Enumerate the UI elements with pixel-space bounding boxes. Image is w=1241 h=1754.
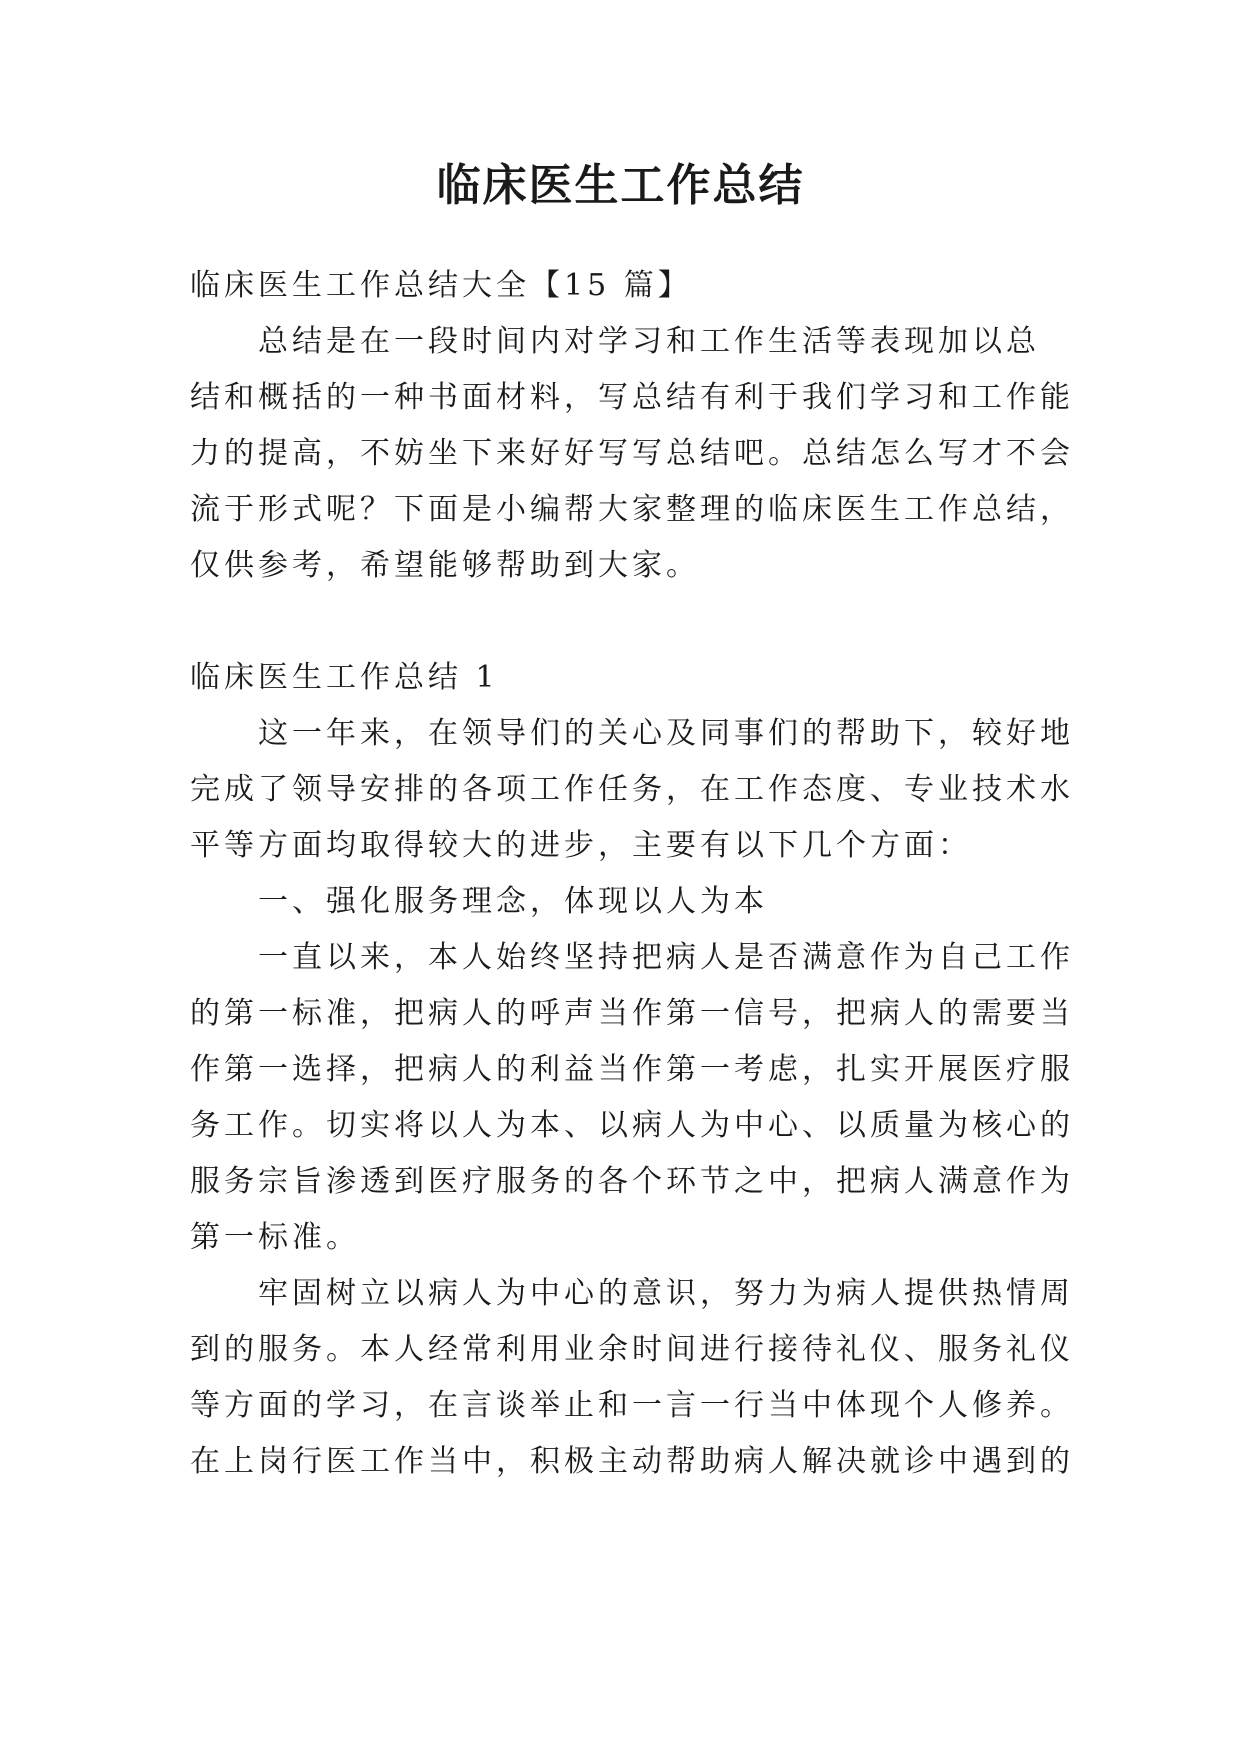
text-line: 这一年来，在领导们的关心及同事们的帮助下，较好地 bbox=[258, 716, 1074, 751]
text-line: 完成了领导安排的各项工作任务，在工作态度、专业技术水 bbox=[190, 772, 1074, 807]
text-line: 服务宗旨渗透到医疗服务的各个环节之中，把病人满意作为 bbox=[190, 1164, 1074, 1199]
section-heading: 临床医生工作总结 1 bbox=[190, 660, 499, 695]
text-line: 在上岗行医工作当中，积极主动帮助病人解决就诊中遇到的 bbox=[190, 1444, 1074, 1479]
text-line: 力的提高，不妨坐下来好好写写总结吧。总结怎么写才不会 bbox=[190, 436, 1074, 471]
text-line: 仅供参考，希望能够帮助到大家。 bbox=[190, 548, 700, 583]
document-title: 临床医生工作总结 bbox=[436, 160, 805, 211]
text-line: 临床医生工作总结大全【15 篇】 bbox=[190, 268, 692, 303]
text-line: 到的服务。本人经常利用业余时间进行接待礼仪、服务礼仪 bbox=[190, 1332, 1074, 1367]
paragraph-gap bbox=[190, 594, 1065, 650]
text-line: 总结是在一段时间内对学习和工作生活等表现加以总 bbox=[258, 324, 1040, 359]
subheading-line: 一、强化服务理念，体现以人为本 bbox=[258, 884, 768, 919]
text-line: 牢固树立以病人为中心的意识，努力为病人提供热情周 bbox=[258, 1276, 1074, 1311]
text-line: 的第一标准，把病人的呼声当作第一信号，把病人的需要当 bbox=[190, 996, 1074, 1031]
text-line: 第一标准。 bbox=[190, 1220, 360, 1255]
document-body bbox=[190, 258, 1074, 1490]
text-line: 一直以来，本人始终坚持把病人是否满意作为自己工作 bbox=[258, 940, 1074, 975]
text-line: 作第一选择，把病人的利益当作第一考虑，扎实开展医疗服 bbox=[190, 1052, 1074, 1087]
text-line: 等方面的学习，在言谈举止和一言一行当中体现个人修养。 bbox=[190, 1388, 1074, 1423]
text-line: 结和概括的一种书面材料，写总结有利于我们学习和工作能 bbox=[190, 380, 1074, 415]
text-line: 流于形式呢？下面是小编帮大家整理的临床医生工作总结， bbox=[190, 492, 1074, 527]
text-line: 务工作。切实将以人为本、以病人为中心、以质量为核心的 bbox=[190, 1108, 1074, 1143]
text-line: 平等方面均取得较大的进步，主要有以下几个方面： bbox=[190, 828, 972, 863]
